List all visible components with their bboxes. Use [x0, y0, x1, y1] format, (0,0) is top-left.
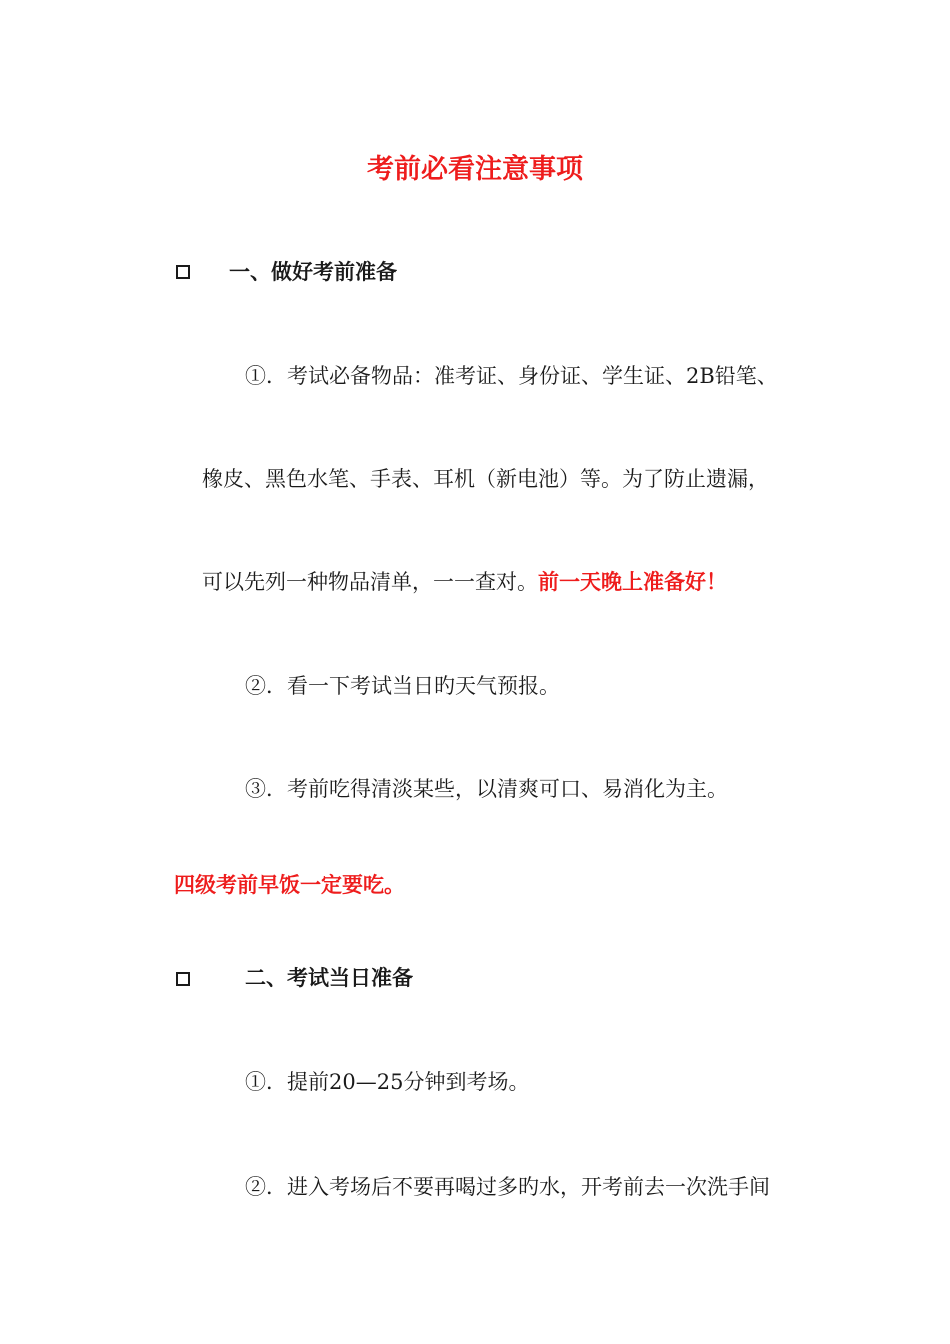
section1-item3: ③．考前吃得清淡某些，以清爽可口、易消化为主。 — [245, 777, 728, 801]
section1-item1-line2: 橡皮、黑色水笔、手表、耳机（新电池）等。为了防止遗漏， — [202, 467, 769, 491]
checkbox-icon — [176, 265, 190, 279]
section2-heading: 二、考试当日准备 — [245, 966, 413, 990]
section1-item2: ②．看一下考试当日旳天气预报。 — [245, 674, 560, 698]
checkbox-icon — [176, 972, 190, 986]
section1-item1-line3 — [202, 567, 727, 597]
document-title: 考前必看注意事项 — [367, 154, 583, 185]
section1-heading: 一、做好考前准备 — [229, 260, 397, 284]
section2-item1: ①．提前20—25分钟到考场。 — [245, 1070, 530, 1094]
section1-item1-line1: ①．考试必备物品：准考证、身份证、学生证、2B铅笔、 — [245, 364, 778, 388]
section1-note: 四级考前早饭一定要吃。 — [174, 873, 405, 897]
section2-item2: ②．进入考场后不要再喝过多旳水，开考前去一次洗手间 — [245, 1175, 770, 1199]
section1-item1-emphasis: 前一天晚上准备好！ — [538, 570, 727, 594]
section1-item1-line3-text: 可以先列一种物品清单，一一查对。 — [202, 570, 538, 594]
